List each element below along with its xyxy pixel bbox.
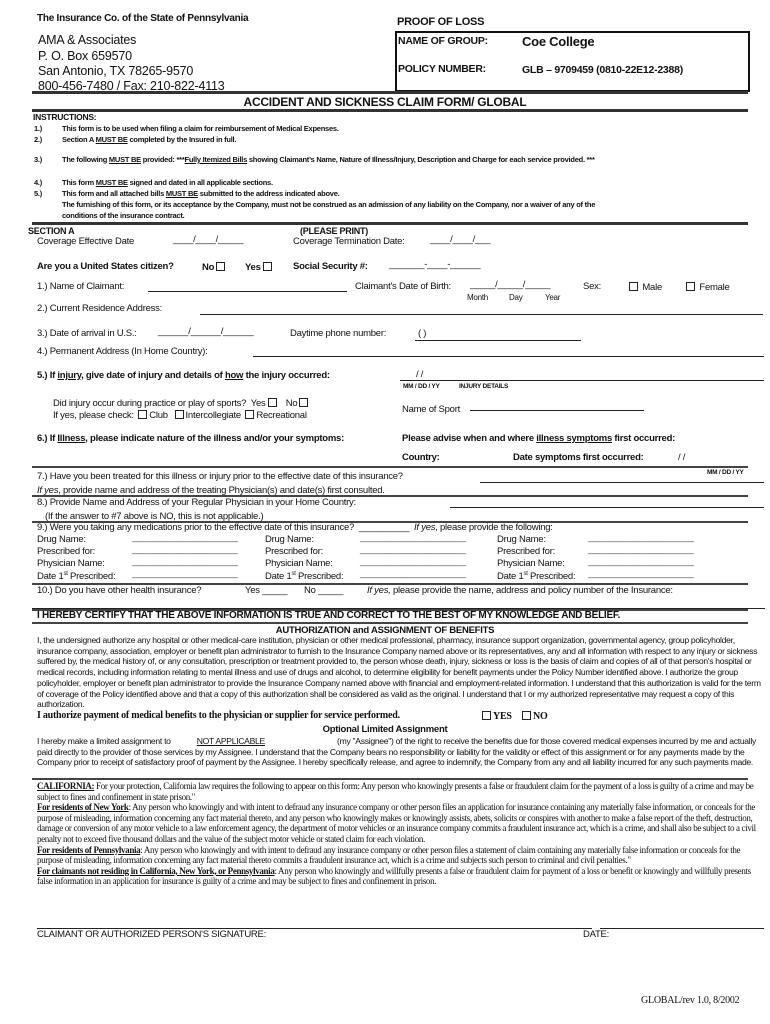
- authorization-text: I, the undersigned authorize any hospital or other medical-care institution, physician or other medical professional, pharmacy, insurance support organization, governmental agency, group policyholder, insurance company, association, employer or benefit plan administrator to furnish to the Insurance Company named above or its representatives, any and all information with respect to any injury or sickness suffered by, the medical history of, or any consultation, prescription or treatment provided to, the person whose death, injury, sickness or loss is the basis of claim and copies of all of that person's hospital or medical records, including information relating to mental illness and use of drugs and alcohol, to determine eligibility for benefit payments under the Policy Number identified above. I authorize the group policyholder, employer or benefit plan administrator to provide the Insurance Company named above with financial and employment-related information. I understand that this authorization is valid for the term of coverage of the Policy identified above and that a copy of this authorization shall be considered as valid as the original. I understand that I or my authorized representative may request a copy of this authorization.: [37, 635, 761, 710]
- emphasis: Illness: [57, 433, 86, 444]
- instruction-2: [62, 136, 236, 144]
- text: , please indicate nature of the illness and/or your symptoms:: [85, 433, 344, 444]
- text: , give date of injury and details of: [81, 370, 225, 381]
- day-caption: Day: [509, 293, 523, 302]
- form-title: ACCIDENT AND SICKNESS CLAIM FORM/ GLOBAL: [243, 95, 527, 109]
- emphasis: injury: [57, 370, 82, 381]
- coverage-termination-field[interactable]: ____/____/___: [430, 234, 491, 245]
- emphasis: MUST BE: [95, 135, 128, 144]
- med-drug-name-label: Drug Name:: [265, 534, 314, 545]
- ssn-label: Social Security #:: [293, 261, 368, 272]
- label: For claimants not residing in California, New York, or Pennsylvania: [37, 865, 275, 876]
- sports-question: [53, 398, 310, 409]
- policy-value: GLB – 9709459 (0810-22E12-2388): [522, 64, 683, 76]
- instruction-4: [62, 179, 273, 187]
- mmddyy-caption: MM / DD / YY: [403, 383, 440, 390]
- text: Date 1: [37, 571, 64, 583]
- med-date-first-label: [37, 571, 115, 582]
- med-date-first-field[interactable]: _____________________: [360, 568, 466, 579]
- med-physician-name-field[interactable]: _____________________: [360, 556, 466, 567]
- intercollegiate-checkbox[interactable]: [175, 410, 184, 419]
- sports-yes-checkbox[interactable]: [268, 398, 277, 407]
- text: If yes: [37, 485, 59, 496]
- text: Did injury occur during practice or play of sports?: [53, 398, 247, 409]
- certification-statement: I HEREBY CERTIFY THAT THE ABOVE INFORMATION IS TRUE AND CORRECT TO THE BEST OF MY KNOWLEDGE AND BELIEF.: [37, 610, 621, 621]
- text: Prescribed:: [67, 571, 116, 583]
- text: 5.) If: [37, 370, 58, 381]
- insurer-name: The Insurance Co. of the State of Pennsylvania: [37, 13, 249, 24]
- q7-label: 7.) Have you been treated for this illness or injury prior to the effective date of this insurance?: [37, 471, 403, 482]
- text: , please provide the following:: [435, 522, 553, 533]
- disclaimer-line-2: conditions of the insurance contract.: [62, 211, 185, 220]
- med-prescribed-for-field[interactable]: _____________________: [588, 544, 694, 555]
- text: Prescribed:: [295, 571, 344, 583]
- label: Club: [149, 410, 168, 421]
- proof-of-loss-label: PROOF OF LOSS: [397, 16, 485, 28]
- phone-field[interactable]: [415, 340, 581, 341]
- california-warning: [37, 781, 767, 802]
- text: Date 1: [265, 571, 292, 583]
- assignment-text: [37, 736, 767, 768]
- med-date-first-label: [265, 571, 343, 582]
- med-date-first-label: [497, 571, 575, 582]
- illness-question: [37, 434, 344, 444]
- med-physician-name-label: Physician Name:: [37, 558, 105, 569]
- item-number: 3.): [34, 155, 43, 164]
- illness-advise: [402, 434, 675, 444]
- divider: [32, 222, 748, 225]
- group-value: Coe College: [522, 34, 595, 49]
- item-number: 2.): [34, 135, 43, 144]
- claimant-name-label: 1.) Name of Claimant:: [37, 281, 125, 292]
- label: Male: [642, 282, 662, 293]
- text: : Any person who knowingly and willfully presents a false or fraudulent claim for payment of a loss or benefit or knowingly and willfully presents false information in an application for insurance is guilty of a crime and may be subject to fines and confinement in prison.: [37, 865, 751, 887]
- text: Prescribed:: [527, 571, 576, 583]
- sex-label: Sex:: [583, 281, 602, 292]
- med-date-first-field[interactable]: _____________________: [132, 568, 238, 579]
- date-label: DATE:: [583, 929, 610, 940]
- label: YES: [493, 711, 512, 722]
- coverage-effective-label: Coverage Effective Date: [37, 236, 135, 247]
- text: For your protection, California law requires the following to appear on this form: Any person who knowingly presents a false or fraudulent claim for the payment of a loss is guilty of a crime and may be subject to fines and confinement in state prison.": [37, 781, 754, 802]
- label: No: [202, 262, 215, 273]
- label: Recreational: [256, 410, 307, 421]
- med-physician-name-label: Physician Name:: [265, 558, 333, 569]
- label: For residents of New York: [37, 802, 129, 813]
- med-prescribed-for-label: Prescribed for:: [497, 546, 556, 557]
- dob-label: Claimant's Date of Birth:: [355, 281, 451, 292]
- permanent-address-field[interactable]: [253, 356, 764, 357]
- injury-details-caption: INJURY DETAILS: [459, 383, 509, 390]
- text: The following: [62, 155, 109, 164]
- sport-name-label: Name of Sport: [402, 404, 460, 415]
- q7-date-caption: MM / DD / YY: [707, 469, 744, 476]
- section-a-heading: SECTION A: [28, 226, 75, 236]
- item-number: 4.): [34, 178, 43, 187]
- med-prescribed-for-label: Prescribed for:: [37, 546, 96, 557]
- signature-label: CLAIMANT OR AUTHORIZED PERSON'S SIGNATURE:: [37, 929, 267, 940]
- divider: [32, 91, 748, 94]
- instruction-3: [62, 156, 595, 164]
- text: completed by the Insured in full.: [127, 135, 237, 144]
- label: Intercollegiate: [185, 410, 241, 421]
- citizen-no-option[interactable]: [202, 262, 227, 273]
- admin-phone: 800-456-7480 / Fax: 210-822-4113: [38, 79, 225, 93]
- med-prescribed-for-field[interactable]: _____________________: [360, 544, 466, 555]
- text: Section A: [62, 135, 96, 144]
- med-prescribed-for-label: Prescribed for:: [265, 546, 324, 557]
- label: Female: [699, 282, 730, 293]
- med-prescribed-for-field[interactable]: _____________________: [132, 544, 238, 555]
- q8-label: 8.) Provide Name and Address of your Regular Physician in your Home Country:: [37, 497, 356, 508]
- citizen-question: Are you a United States citizen?: [37, 261, 174, 272]
- divider: [32, 109, 748, 112]
- phone-label: Daytime phone number:: [290, 328, 387, 339]
- arrival-date-field[interactable]: ______/______/______: [158, 326, 254, 337]
- text: the injury occurred:: [243, 370, 330, 381]
- disclaimer-line-1: The furnishing of this form, or its acceptance by the Company, must not be construed as an admission of any liability on the Company, nor a waiver of any of the: [62, 200, 596, 209]
- item-number: 5.): [34, 189, 43, 198]
- sports-no: No: [285, 398, 298, 409]
- admin-city: San Antonio, TX 78265-9570: [38, 64, 194, 78]
- form-revision: GLOBAL/rev 1.0, 8/2002: [641, 995, 740, 1006]
- q10-followup: [367, 586, 673, 596]
- q10-no-field[interactable]: No _____: [304, 585, 344, 596]
- arrival-date-label: 3.) Date of arrival in U.S.:: [37, 328, 137, 339]
- q10-yes-field[interactable]: Yes _____: [245, 585, 288, 596]
- checkbox[interactable]: [263, 262, 272, 271]
- sex-male-option[interactable]: [627, 282, 662, 293]
- med-physician-name-field[interactable]: _____________________: [588, 556, 694, 567]
- text: 6.) If: [37, 433, 58, 444]
- residence-address-field[interactable]: [200, 314, 763, 315]
- payment-no-option[interactable]: [520, 711, 548, 722]
- divider: [32, 778, 748, 780]
- text: If yes: [414, 522, 436, 533]
- sport-type-options: [53, 410, 307, 421]
- emphasis: MUST BE: [108, 155, 141, 164]
- text: : Any person who knowingly and with intent to defraud any insurance company or other person files an application for insurance containing any materially false information, or conceals for the purpose of misleading, information concerning any fact material thereto, and any person who knowingly makes or knowingly assists, abets, solicits or conspires with another to make a false report of the theft, destruction, damage or conversion of any motor vehicle to a law enforcement agency, the department of motor vehicles or an insurance company commits a fraudulent insurance act, which is a crime, and shall also be subject to a civil penalty not to exceed five thousand dollars and the value of the subject motor vehicle or stated claim for each violation.: [37, 802, 756, 844]
- checkbox[interactable]: [522, 711, 531, 720]
- recreational-checkbox[interactable]: [245, 410, 254, 419]
- text: signed and dated in all applicable sections.: [127, 178, 273, 187]
- med-date-first-field[interactable]: _____________________: [588, 568, 694, 579]
- fraud-warnings: [37, 781, 767, 887]
- text: Please advise when and where: [402, 433, 537, 444]
- payment-yes-option[interactable]: [480, 711, 512, 722]
- med-drug-name-label: Drug Name:: [497, 534, 546, 545]
- checkbox[interactable]: [216, 262, 225, 271]
- assignment-heading: Optional Limited Assignment: [322, 724, 448, 735]
- text: If yes,: [367, 585, 391, 596]
- checkbox[interactable]: [482, 711, 491, 720]
- text: st: [523, 571, 528, 577]
- date-field[interactable]: [600, 928, 764, 929]
- sex-female-option[interactable]: [684, 282, 730, 293]
- label: For residents of Pennsylvania: [37, 844, 141, 855]
- residence-address-label: 2.) Current Residence Address:: [37, 303, 163, 314]
- signature-field[interactable]: [37, 928, 592, 929]
- sports-yes: Yes: [250, 398, 266, 409]
- text: provided: ***: [140, 155, 185, 164]
- citizen-yes-option[interactable]: [245, 262, 274, 273]
- authorization-heading: AUTHORIZATION and ASSIGNMENT OF BENEFITS: [275, 625, 495, 636]
- q8-note: (If the answer to #7 above is NO, this is not applicable.): [45, 511, 264, 522]
- ssn-field[interactable]: _______-____-______: [389, 259, 481, 270]
- admin-po-box: P. O. Box 659570: [38, 49, 132, 63]
- emphasis: MUST BE: [165, 189, 198, 198]
- text: st: [63, 571, 68, 577]
- text: submitted to the address indicated above.: [197, 189, 340, 198]
- permanent-address-label: 4.) Permanent Address (In Home Country):: [37, 346, 208, 357]
- dob-field[interactable]: _____/_____/_____: [470, 279, 551, 290]
- year-caption: Year: [545, 293, 561, 302]
- phone-area-code: ( ): [418, 328, 427, 339]
- admin-name: AMA & Associates: [38, 33, 137, 47]
- text: , provide name and address of the treating Physician(s) and date(s) first consulted.: [58, 485, 385, 496]
- sport-name-field[interactable]: [470, 410, 644, 411]
- text: (my "Assignee") of the right to receive the benefits due for those covered medical expenses incurred by me and actually paid directly to the provider of those services by my Assignee. I understand that the Company bears no responsibility or liability for the validity or effect of this assignment or for any payments made by the Company prior to receipt of satisfactory proof of payment by the Assignee. I hereby specifically release, and agree to indemnify, the Company from any and all liability incurred for any such payments made.: [37, 736, 757, 768]
- symptoms-date-field[interactable]: / /: [678, 452, 686, 463]
- med-drug-name-field[interactable]: _____________________: [588, 532, 694, 543]
- q8-field[interactable]: [450, 507, 764, 508]
- q9-field[interactable]: __________: [358, 522, 410, 533]
- club-checkbox[interactable]: [138, 410, 147, 419]
- instructions-heading: INSTRUCTIONS:: [33, 112, 97, 122]
- q7-field[interactable]: [480, 482, 764, 483]
- coverage-termination-label: Coverage Termination Date:: [293, 236, 405, 247]
- text: st: [291, 571, 296, 577]
- payment-authorization: I authorize payment of medical benefits to the physician or supplier for service performed.: [37, 710, 400, 721]
- text: This form and all attached bills: [62, 189, 166, 198]
- policy-label: POLICY NUMBER:: [398, 63, 486, 75]
- instruction-1: This form is to be used when filing a claim for reimbursement of Medical Expenses.: [62, 124, 339, 133]
- pennsylvania-warning: [37, 845, 767, 866]
- q9-label: [37, 523, 553, 533]
- item-number: 1.): [34, 124, 43, 133]
- month-caption: Month: [467, 293, 488, 302]
- instruction-5: [62, 190, 339, 198]
- label: NO: [533, 711, 548, 722]
- text: 9.) Were you taking any medications prior to the effective date of this insurance?: [37, 522, 355, 533]
- med-drug-name-label: Drug Name:: [37, 534, 86, 545]
- injury-date-field[interactable]: / /: [416, 369, 424, 380]
- text: first occurred:: [612, 433, 676, 444]
- checkbox[interactable]: [686, 282, 695, 291]
- med-drug-name-field[interactable]: _____________________: [132, 532, 238, 543]
- text: I hereby make a limited assignment to: [37, 736, 173, 746]
- text: showing Claimant’s Name, Nature of Illness/Injury, Description and Charge for each service provided. ***: [247, 155, 595, 164]
- q10-label: 10.) Do you have other health insurance?: [37, 585, 202, 596]
- new-york-warning: [37, 802, 767, 844]
- emphasis: illness symptoms: [536, 433, 612, 444]
- group-label: NAME OF GROUP:: [398, 35, 488, 47]
- divider: [32, 622, 748, 624]
- claimant-name-field[interactable]: [148, 291, 347, 292]
- injury-details-field[interactable]: [400, 380, 764, 381]
- divider: [32, 466, 748, 468]
- text: If yes, please check:: [53, 410, 134, 421]
- text: please provide the name, address and policy number of the Insurance:: [390, 585, 673, 596]
- symptoms-date-label: Date symptoms first occurred:: [513, 452, 644, 463]
- coverage-effective-field[interactable]: ____/____/_____: [173, 234, 244, 245]
- emphasis: Fully Itemized Bills: [184, 155, 248, 164]
- med-physician-name-label: Physician Name:: [497, 558, 565, 569]
- emphasis: how: [224, 370, 244, 381]
- other-states-warning: [37, 866, 767, 887]
- assignee-field[interactable]: NOT APPLICABLE: [196, 736, 265, 746]
- med-physician-name-field[interactable]: _____________________: [132, 556, 238, 567]
- country-label: Country:: [402, 452, 440, 463]
- med-drug-name-field[interactable]: _____________________: [360, 532, 466, 543]
- text: : Any person who knowingly and with intent to defraud any insurance company or other person files a statement of claim containing any materially false information or conceals for the purpose of misleading, information concerning any fact material thereto commits a fraudulent insurance act, which is a crime and subjects such person to criminal and civil penalties.": [37, 844, 741, 866]
- please-print-note: (PLEASE PRINT): [300, 226, 369, 236]
- text: Date 1: [497, 571, 524, 583]
- injury-question: [37, 371, 330, 381]
- label: Yes: [245, 262, 261, 273]
- emphasis: MUST BE: [95, 178, 128, 187]
- text: This form: [62, 178, 96, 187]
- sports-no-checkbox[interactable]: [299, 398, 308, 407]
- label: CALIFORNIA:: [37, 781, 95, 791]
- checkbox[interactable]: [629, 282, 638, 291]
